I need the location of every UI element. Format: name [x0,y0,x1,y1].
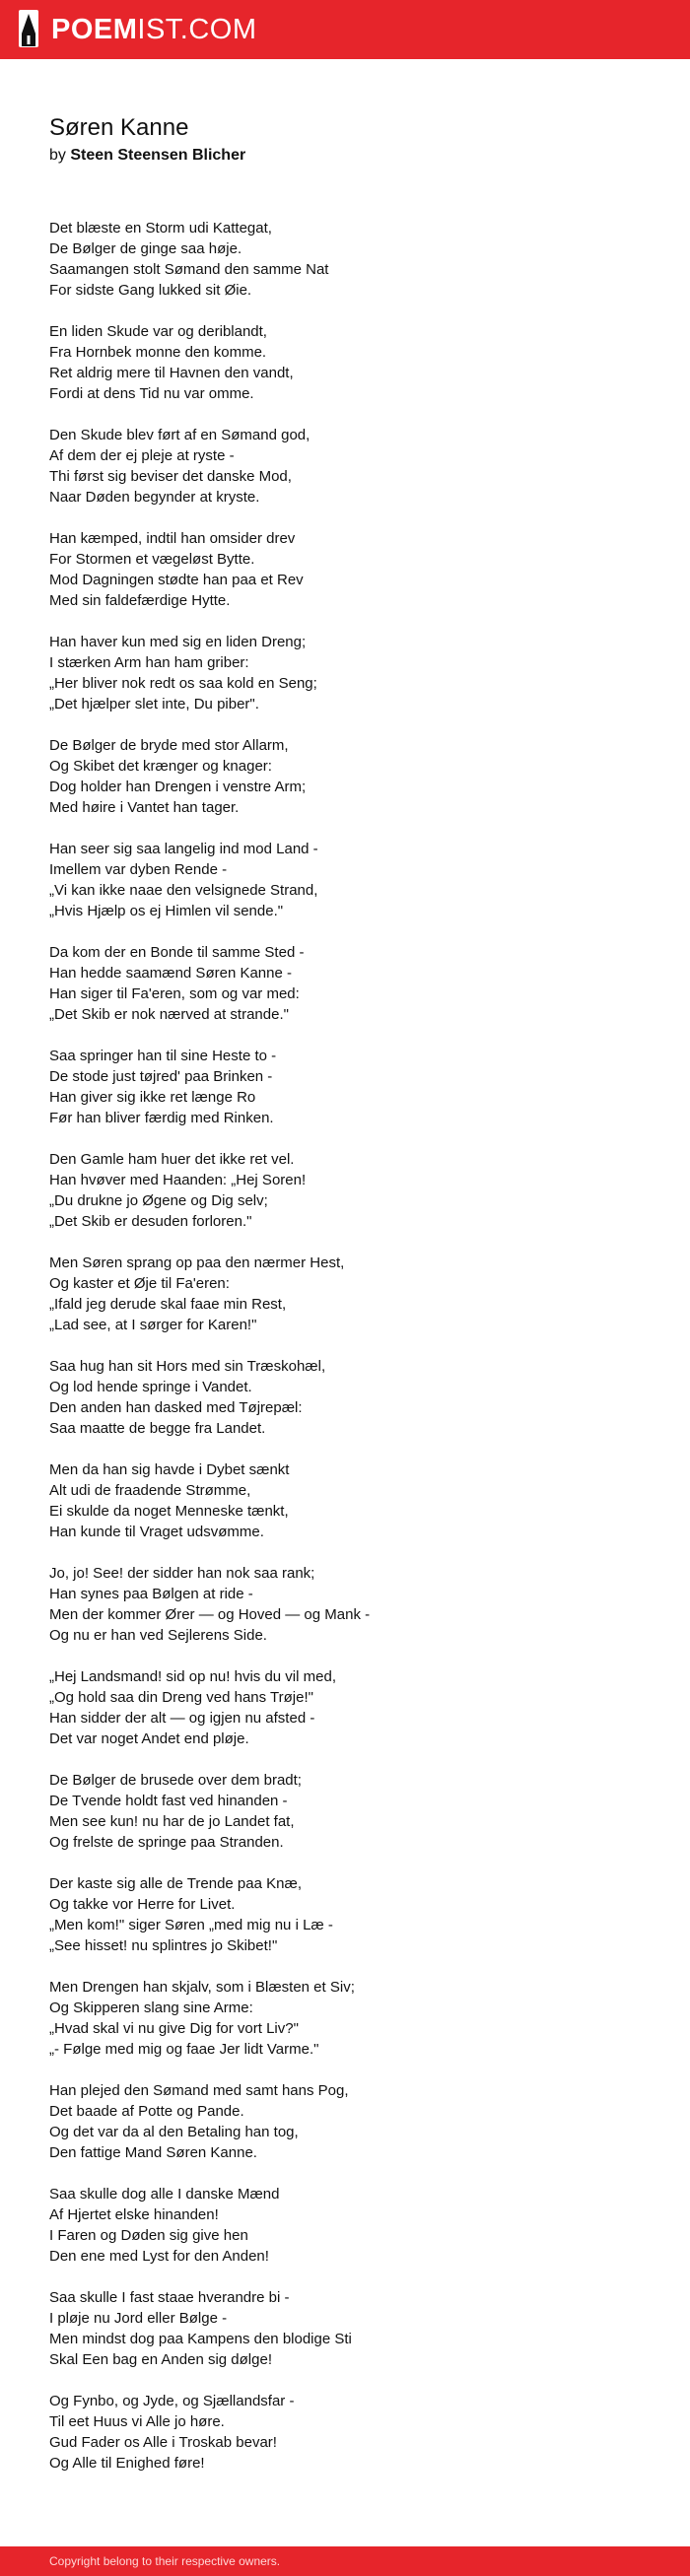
poem-line: Med høire i Vantet han tager. [49,799,240,816]
logo-light-text: IST.COM [137,14,257,45]
site-logo-link[interactable] [18,8,257,51]
poem-line: Den ene med Lyst for den Anden! [49,2248,269,2265]
poem-line: Og nu er han ved Sejlerens Side. [49,1627,267,1644]
poem-line: Der kaste sig alle de Trende paa Knæ, [49,1875,302,1892]
poem-line: „Det hjælper slet inte, Du piber". [49,696,259,712]
poem-line: Det blæste en Storm udi Kattegat, [49,220,272,237]
poem-line: De Bølger de bryde med stor Allarm, [49,737,289,754]
poem-stanza [49,1563,660,1646]
poem-line: Ei skulde da noget Menneske tænkt, [49,1503,289,1520]
copyright-text: Copyright belong to their respective owners. [49,2554,281,2568]
poem-line: Han plejed den Sømand med samt hans Pog, [49,2082,349,2099]
poem-stanza [49,942,660,1025]
poem-stanza [49,218,660,301]
poem-stanza [49,1356,660,1439]
poem-line: Og Skibet det krænger og knager: [49,758,272,775]
poem-line: Til eet Huus vi Alle jo høre. [49,2413,225,2430]
poem-stanza [49,1770,660,1853]
poem-line: For Stormen et vægeløst Bytte. [49,551,255,568]
poem-line: Ret aldrig mere til Havnen den vandt, [49,365,294,381]
poem-line: „Her bliver nok redt os saa kold en Seng; [49,675,317,692]
poem-line: Han hvøver med Haanden: „Hej Soren! [49,1172,307,1188]
poem-line: Jo, jo! See! der sidder han nok saa rank; [49,1565,315,1582]
poem-line: I Faren og Døden sig give hen [49,2227,248,2244]
poem-line: „See hisset! nu splintres jo Skibet!" [49,1937,278,1954]
poem-line: Imellem var dyben Rende - [49,861,228,878]
poem-line: Og lod hende springe i Vandet. [49,1379,252,1395]
poem-line: Den Skude blev ført af en Sømand god, [49,427,310,443]
poem-stanza [49,1459,660,1542]
poem-line: Og Alle til Enighed føre! [49,2455,205,2472]
poem-stanza [49,2287,660,2370]
poem-stanza [49,1666,660,1749]
poem-line: „Vi kan ikke naae den velsignede Strand, [49,882,318,899]
poem-line: For sidste Gang lukked sit Øie. [49,282,252,299]
poem-stanza [49,321,660,404]
poem-line: Og kaster et Øje til Fa'eren: [49,1275,230,1292]
poem-line: Dog holder han Drengen i venstre Arm; [49,779,307,795]
poem-line: I stærken Arm han ham griber: [49,654,249,671]
poem-line: De stode just tøjred' paa Brinken - [49,1068,273,1085]
poem-line: Han sidder der alt — og igjen nu afsted - [49,1710,315,1727]
poem-line: Fordi at dens Tid nu var omme. [49,385,254,402]
poem-body [49,218,660,2494]
poem-line: Han kæmped, indtil han omsider drev [49,530,296,547]
poem-line: Af Hjertet elske hinanden! [49,2206,219,2223]
poem-line: Med sin faldefærdige Hytte. [49,592,231,609]
poem-line: Den anden han dasked med Tøjrepæl: [49,1399,303,1416]
poem-line: Saa hug han sit Hors med sin Træskohæl, [49,1358,326,1375]
poem-line: Thi først sig beviser det danske Mod, [49,468,292,485]
poem-line: De Bølger de brusede over dem bradt; [49,1772,302,1789]
poem-line: Han giver sig ikke ret længe Ro [49,1089,256,1106]
by-label: by [49,147,66,164]
site-header [0,0,690,59]
poem-line: Det var noget Andet end pløje. [49,1730,249,1747]
poem-stanza [49,839,660,921]
poem-stanza [49,425,660,508]
poem-line: „Lad see, at I sørger for Karen!" [49,1317,257,1333]
poem-line: Saamangen stolt Sømand den samme Nat [49,261,329,278]
poem-stanza [49,2184,660,2267]
poem-line: Af dem der ej pleje at ryste - [49,447,235,464]
poem-line: Den fattige Mand Søren Kanne. [49,2144,257,2161]
author-link[interactable]: Steen Steensen Blicher [70,147,246,164]
logo-strong-text: POEM [51,14,138,45]
poem-line: Men der kommer Ører — og Hoved — og Mank - [49,1606,371,1623]
poem-line: „- Følge med mig og faae Jer lidt Varme." [49,2041,319,2058]
poem-line: Og frelste de springe paa Stranden. [49,1834,284,1851]
poem-line: Men da han sig havde i Dybet sænkt [49,1461,290,1478]
poem-line: Saa skulle I fast staae hverandre bi - [49,2289,290,2306]
poem-line: Da kom der en Bonde til samme Sted - [49,944,305,961]
poem-line: Saa maatte de begge fra Landet. [49,1420,266,1437]
poem-stanza [49,528,660,611]
poem-line: Men mindst dog paa Kampens den blodige Sti [49,2331,352,2347]
poem-line: Saa springer han til sine Heste to - [49,1048,277,1064]
poem-line: I pløje nu Jord eller Bølge - [49,2310,228,2327]
poem-line: Den Gamle ham huer det ikke ret vel. [49,1151,295,1168]
poem-line: „Men kom!" siger Søren „med mig nu i Læ - [49,1917,333,1933]
poem-line: Han hedde saamænd Søren Kanne - [49,965,292,982]
poem-line: Og det var da al den Betaling han tog, [49,2124,299,2140]
poem-stanza [49,735,660,818]
poem-line: Gud Fader os Alle i Troskab bevar! [49,2434,277,2451]
poem-line: Han seer sig saa langelig ind mod Land - [49,841,318,857]
poem-stanza [49,1873,660,1956]
pencil-icon [18,8,39,51]
poem-line: „Hej Landsmand! sid op nu! hvis du vil med, [49,1668,336,1685]
poem-line: Og Skipperen slang sine Arme: [49,2000,253,2016]
poem-stanza [49,1253,660,1335]
poem-line: Saa skulle dog alle I danske Mænd [49,2186,280,2203]
poem-stanza [49,2080,660,2163]
poem-title: Søren Kanne [49,114,189,141]
poem-line: Alt udi de fraadende Strømme, [49,1482,251,1499]
poem-line: Men Drengen han skjalv, som i Blæsten et Siv; [49,1979,355,1996]
poem-stanza [49,1977,660,2060]
poem-line: De Bølger de ginge saa høje. [49,240,242,257]
poem-line: Og Fynbo, og Jyde, og Sjællandsfar - [49,2393,295,2409]
poem-line: „Hvis Hjælp os ej Himlen vil sende." [49,903,284,919]
poem-line: Han siger til Fa'eren, som og var med: [49,985,300,1002]
poem-line: Han kunde til Vraget udsvømme. [49,1524,264,1540]
poem-byline [49,145,245,167]
poem-line: „Det Skib er desuden forloren." [49,1213,252,1230]
poem-line: Naar Døden begynder at kryste. [49,489,260,506]
poem-line: Men Søren sprang op paa den nærmer Hest, [49,1254,345,1271]
poem-line: „Det Skib er nok nærved at strande." [49,1006,289,1023]
poem-stanza [49,2391,660,2474]
poem-line: En liden Skude var og deriblandt, [49,323,267,340]
poem-line: De Tvende holdt fast ved hinanden - [49,1793,288,1809]
poem-line: Men see kun! nu har de jo Landet fat, [49,1813,295,1830]
poem-line: Fra Hornbek monne den komme. [49,344,267,361]
poem-line: „Ifald jeg derude skal faae min Rest, [49,1296,287,1313]
poem-line: Før han bliver færdig med Rinken. [49,1110,274,1126]
poem-line: „Du drukne jo Øgene og Dig selv; [49,1192,268,1209]
poem-stanza [49,1149,660,1232]
poem-line: „Hvad skal vi nu give Dig for vort Liv?" [49,2020,299,2037]
poem-line: Mod Dagningen stødte han paa et Rev [49,572,304,588]
poem-line: Og takke vor Herre for Livet. [49,1896,236,1913]
site-footer [0,2546,690,2576]
poem-stanza [49,632,660,714]
poem-line: Han haver kun med sig en liden Dreng; [49,634,307,650]
poem-line: Skal Een bag en Anden sig dølge! [49,2351,272,2368]
site-logo-text [51,8,257,51]
poem-line: Det baade af Potte og Pande. [49,2103,244,2120]
poem-line: „Og hold saa din Dreng ved hans Trøje!" [49,1689,313,1706]
poem-stanza [49,1046,660,1128]
poem-line: Han synes paa Bølgen at ride - [49,1586,253,1602]
